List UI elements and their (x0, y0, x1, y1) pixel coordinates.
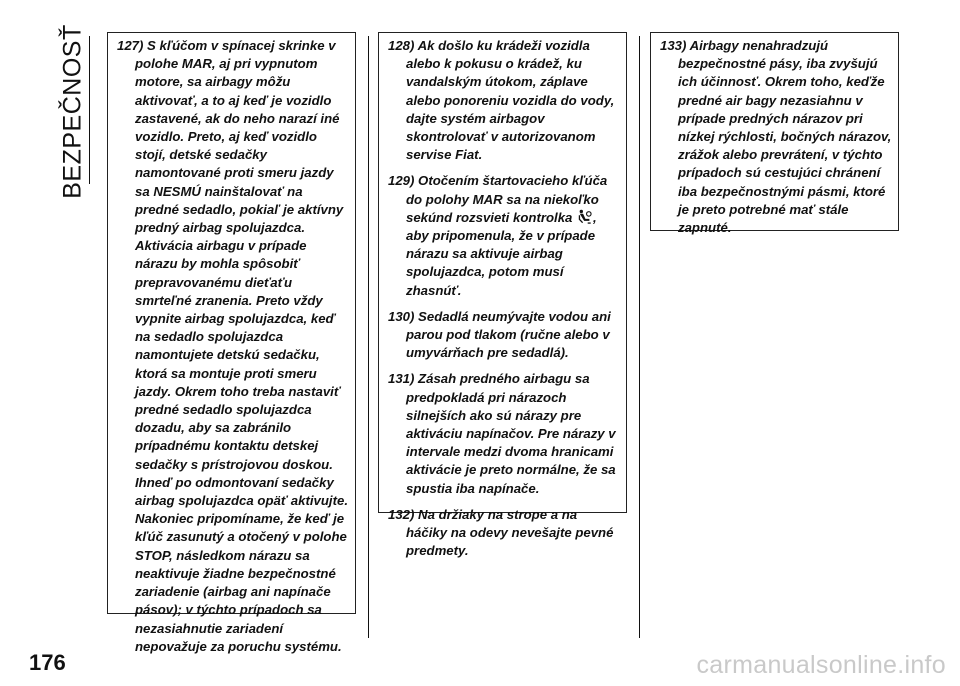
note-133: 133) Airbagy nenahradzujú bezpečnostné pásy, iba zvyšujú ich účinnosť. Okrem toho, keďže predné air bagy nezasiahnu v prípade predných nárazov pri nízkej rýchlosti, bočných nárazov, zrážok alebo prevrátení, v týchto prípadoch sú cestujúci chránení iba bezpečnostnými pásmi, ktoré je preto potrebné mať stále zapnuté. (660, 38, 892, 236)
warning-box-col2 (378, 32, 627, 559)
note-128: 128) Ak došlo ku krádeži vozidla alebo k pokusu o krádež, ku vandalským útokom, záplave alebo ponoreniu vozidla do vody, dajte systém airbagov skontrolovať v autorizovanom servise Fiat. (388, 38, 615, 163)
note-130: 130) Sedadlá neumývajte vodou ani parou pod tlakom (ručne alebo v umyvárňach pre sedadlá). (388, 308, 611, 361)
column-divider-2 (639, 36, 640, 638)
note-129-part1: 129) Otočením štartovacieho kľúča do polohy MAR sa na niekoľko sekúnd rozsvieti kontrolka (388, 173, 608, 225)
column-divider-1 (368, 36, 369, 638)
section-title-rule (89, 36, 90, 184)
warning-box-col3 (650, 32, 899, 236)
note-129 (388, 172, 620, 299)
warning-box-col1 (107, 32, 356, 654)
passenger-airbag-warning-icon (577, 209, 592, 224)
section-title-text: BEZPEČNOSŤ (58, 23, 87, 199)
note-127: 127) S kľúčom v spínacej skrinke v polohe MAR, aj pri vypnutom motore, sa airbagy môžu aktivovať, a to aj keď je vozidlo zastavené, ak do neho narazí iné vozidlo. Preto, aj keď vozidlo stojí, detské sedačky namontované proti smeru jazdy sa NESMÚ nainštalovať na predné sedadlo, pokiaľ je aktívny predný airbag spolujazdca. Aktivácia airbagu v prípade nárazu by mohla spôsobiť prepravovanému dieťaťu smrteľné zranenia. Preto vždy vypnite airbag spolujazdca, keď na sedadlo spolujazdca namontujete detskú sedačku, ktorá sa montuje proti smeru jazdy. Okrem toho treba nastaviť predné sedadlo spolujazdca dozadu, aby sa zabránilo prípadnému kontaktu detskej sedačky s prístrojovou doskou. Ihneď po odmontovaní sedačky airbag spolujazdca opäť aktivujte. Nakoniec pripomíname, že keď je kľúč zasunutý a otočený v polohe STOP, následkom nárazu sa neaktivuje žiadne bezpečnostné zariadenie (airbag ani napínače pásov); v týchto prípadoch sa nezasiahnutie zariadení nepovažuje za poruchu systému. (117, 38, 348, 654)
note-129-part2: , aby pripomenula, že v prípade nárazu sa aktivuje airbag spolujazdca, potom musí zhasnúť. (406, 209, 597, 298)
section-title (56, 23, 90, 199)
note-131: 131) Zásah predného airbagu sa predpokladá pri nárazoch silnejších ako sú nárazy pre aktiváciu napínačov. Pre nárazy v intervale medzi dvoma hranicami aktivácie je preto normálne, že sa spustia iba napínače. (388, 371, 616, 496)
watermark: carmanualsonline.info (696, 651, 946, 679)
note-132: 132) Na držiaky na strope a na háčiky na odevy nevešajte pevné predmety. (388, 506, 614, 559)
page-number: 176 (29, 650, 66, 675)
